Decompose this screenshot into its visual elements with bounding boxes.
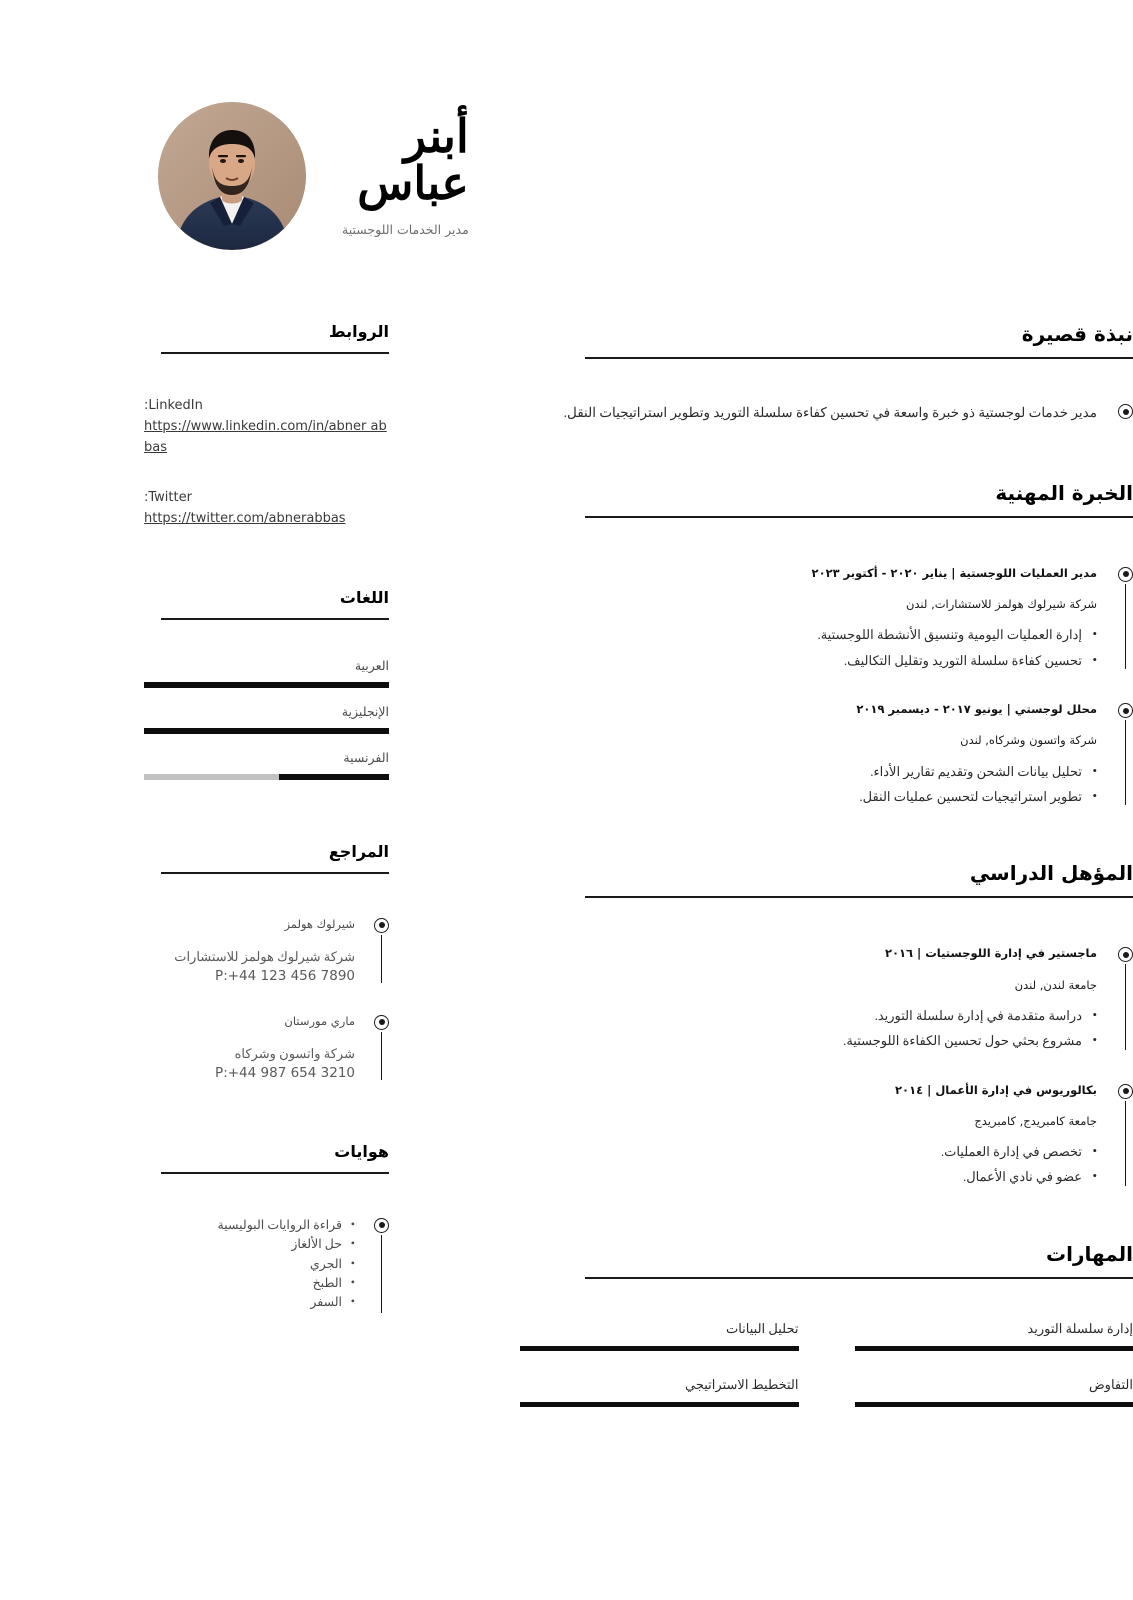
education-bullets [520,1003,1097,1054]
language-label: العربية [354,658,389,673]
language-item [144,750,389,780]
experience-item [520,565,1133,673]
references-heading: المراجع [328,841,389,861]
list-item: • الجري [144,1255,355,1274]
skill-item [855,1377,1133,1407]
hobbies-rule [161,1172,389,1174]
links-heading: الروابط [328,322,389,341]
skill-label: التفاوض [1088,1376,1133,1392]
first-name: أبنر [403,111,469,163]
list-item: • قراءة الروايات البوليسية [144,1216,355,1235]
reference-company: شركة واتسون وشركاه [234,1046,355,1062]
reference-company: شركة شيرلوك هولمز للاستشارات [174,949,355,965]
skills-rule [585,1277,1133,1279]
education-title: ماجستير في إدارة اللوجستيات | ٢٠١٦ [884,946,1097,961]
list-item: • دراسة متقدمة في إدارة سلسلة التوريد. [520,1003,1097,1028]
language-item [144,658,389,688]
experience-title: مدير العمليات اللوجستية | يناير ٢٠٢٠ - أكتوبر ٢٠٢٣ [811,565,1097,580]
reference-item [144,1013,389,1084]
timeline-line [1125,964,1126,1049]
links-rule [161,352,389,354]
education-org: جامعة كامبريدج, كامبريدج [974,1113,1097,1128]
bullet-dot-icon [1118,1084,1133,1099]
experience-org: شركة واتسون وشركاه, لندن [960,733,1097,748]
section-hobbies [144,1142,389,1313]
summary-entry [520,402,1133,425]
twitter-label: :Twitter [144,490,192,506]
list-item: • عضو في نادي الأعمال. [520,1164,1097,1189]
linkedin-url[interactable]: https://www.linkedin.com/in/abner abbas [144,418,387,455]
education-heading: المؤهل الدراسي [969,861,1133,886]
skill-label: إدارة سلسلة التوريد [1027,1320,1133,1336]
reference-name: ماري مورستان [284,1013,355,1028]
skill-label: تحليل البيانات [725,1320,799,1336]
bullet-dot-icon [1118,404,1133,419]
list-item: • إدارة العمليات اليومية وتنسيق الأنشطة اللوجستية. [520,622,1097,647]
timeline-line [1125,720,1126,805]
skill-item [855,1321,1133,1351]
resume-body [0,322,1133,1600]
languages-heading: اللغات [339,587,389,607]
summary-text: مدير خدمات لوجستية ذو خبرة واسعة في تحسين كفاءة سلسلة التوريد وتطوير استراتيجيات النقل. [563,405,1097,420]
summary-rule [585,357,1133,359]
list-item: • تخصص في إدارة العمليات. [520,1139,1097,1164]
sidebar-column [144,322,389,1600]
skill-bar [520,1346,799,1351]
section-references [144,842,389,1084]
bullet-dot-icon [374,1015,389,1030]
skill-label: التخطيط الاستراتيجي [685,1376,799,1392]
experience-bullets [520,622,1097,673]
section-links [144,322,389,530]
language-bar [144,728,389,734]
language-item [144,704,389,734]
education-item [520,1082,1133,1190]
references-rule [161,872,389,874]
experience-heading: الخبرة المهنية [995,480,1133,505]
timeline-line [381,935,382,983]
timeline-line [381,1235,382,1313]
bullet-dot-icon [1118,703,1133,718]
language-bar [144,774,389,780]
list-item: • تطوير استراتيجيات لتحسين عمليات النقل. [520,784,1097,809]
education-bullets [520,1139,1097,1190]
list-item: • حل الألغاز [144,1235,355,1254]
linkedin-label: :LinkedIn [144,398,203,413]
skills-column-left [520,1321,799,1425]
education-org: جامعة لندن, لندن [1014,977,1097,992]
experience-title: محلل لوجستي | يونيو ٢٠١٧ - ديسمبر ٢٠١٩ [856,702,1097,717]
list-item: • السفر [144,1293,355,1312]
experience-org: شركة شيرلوك هولمز للاستشارات, لندن [905,597,1097,612]
section-education [520,861,1133,1189]
education-rule [585,896,1133,898]
section-summary [520,322,1133,425]
bullet-dot-icon [374,1218,389,1233]
portrait-photo-icon [158,102,306,250]
timeline-line [1125,584,1126,669]
experience-item [520,701,1133,809]
reference-name: شيرلوك هولمز [284,916,355,931]
hobbies-heading: هوايات [334,1141,389,1161]
job-title: مدير الخدمات اللوجستية [342,221,469,237]
avatar [158,102,306,250]
bullet-dot-icon [374,918,389,933]
bullet-dot-icon [1118,947,1133,962]
languages-rule [161,618,389,620]
language-bar [144,682,389,688]
language-label: الفرنسية [343,750,389,765]
education-item [520,945,1133,1053]
list-item: • مشروع بحثي حول تحسين الكفاءة اللوجستية. [520,1028,1097,1053]
reference-item [144,916,389,987]
skills-heading: المهارات [1046,1241,1133,1266]
skill-bar [520,1402,799,1407]
skills-column-right [855,1321,1133,1425]
bullet-dot-icon [1118,567,1133,582]
last-name: عباس [357,158,469,209]
link-item-twitter[interactable] [144,488,389,530]
skill-item [520,1377,799,1407]
hobbies-list [144,1216,355,1313]
hobbies-block [144,1216,389,1313]
skill-bar [855,1402,1133,1407]
main-column [520,322,1133,1600]
experience-bullets [520,759,1097,810]
skill-bar [855,1346,1133,1351]
name-block [342,111,469,237]
link-item-linkedin[interactable] [144,396,389,458]
language-label: الإنجليزية [341,704,389,719]
education-title: بكالوريوس في إدارة الأعمال | ٢٠١٤ [895,1082,1097,1097]
experience-rule [585,516,1133,518]
skills-grid [520,1321,1133,1425]
timeline-line [381,1032,382,1080]
section-skills [520,1242,1133,1425]
reference-phone: P:+44 123 456 7890 [215,968,355,985]
languages-list [144,658,389,780]
twitter-url[interactable]: https://twitter.com/abnerabbas [144,511,346,527]
summary-heading: نبذة قصيرة [1021,322,1133,346]
skill-item [520,1321,799,1351]
reference-phone: P:+44 987 654 3210 [215,1065,355,1082]
section-experience [520,481,1133,809]
list-item: • تحليل بيانات الشحن وتقديم تقارير الأداء. [520,759,1097,784]
timeline-line [1125,1101,1126,1186]
list-item: • الطبخ [144,1274,355,1293]
list-item: • تحسين كفاءة سلسلة التوريد وتقليل التكاليف. [520,648,1097,673]
resume-header [0,88,1133,263]
section-languages [144,588,389,780]
